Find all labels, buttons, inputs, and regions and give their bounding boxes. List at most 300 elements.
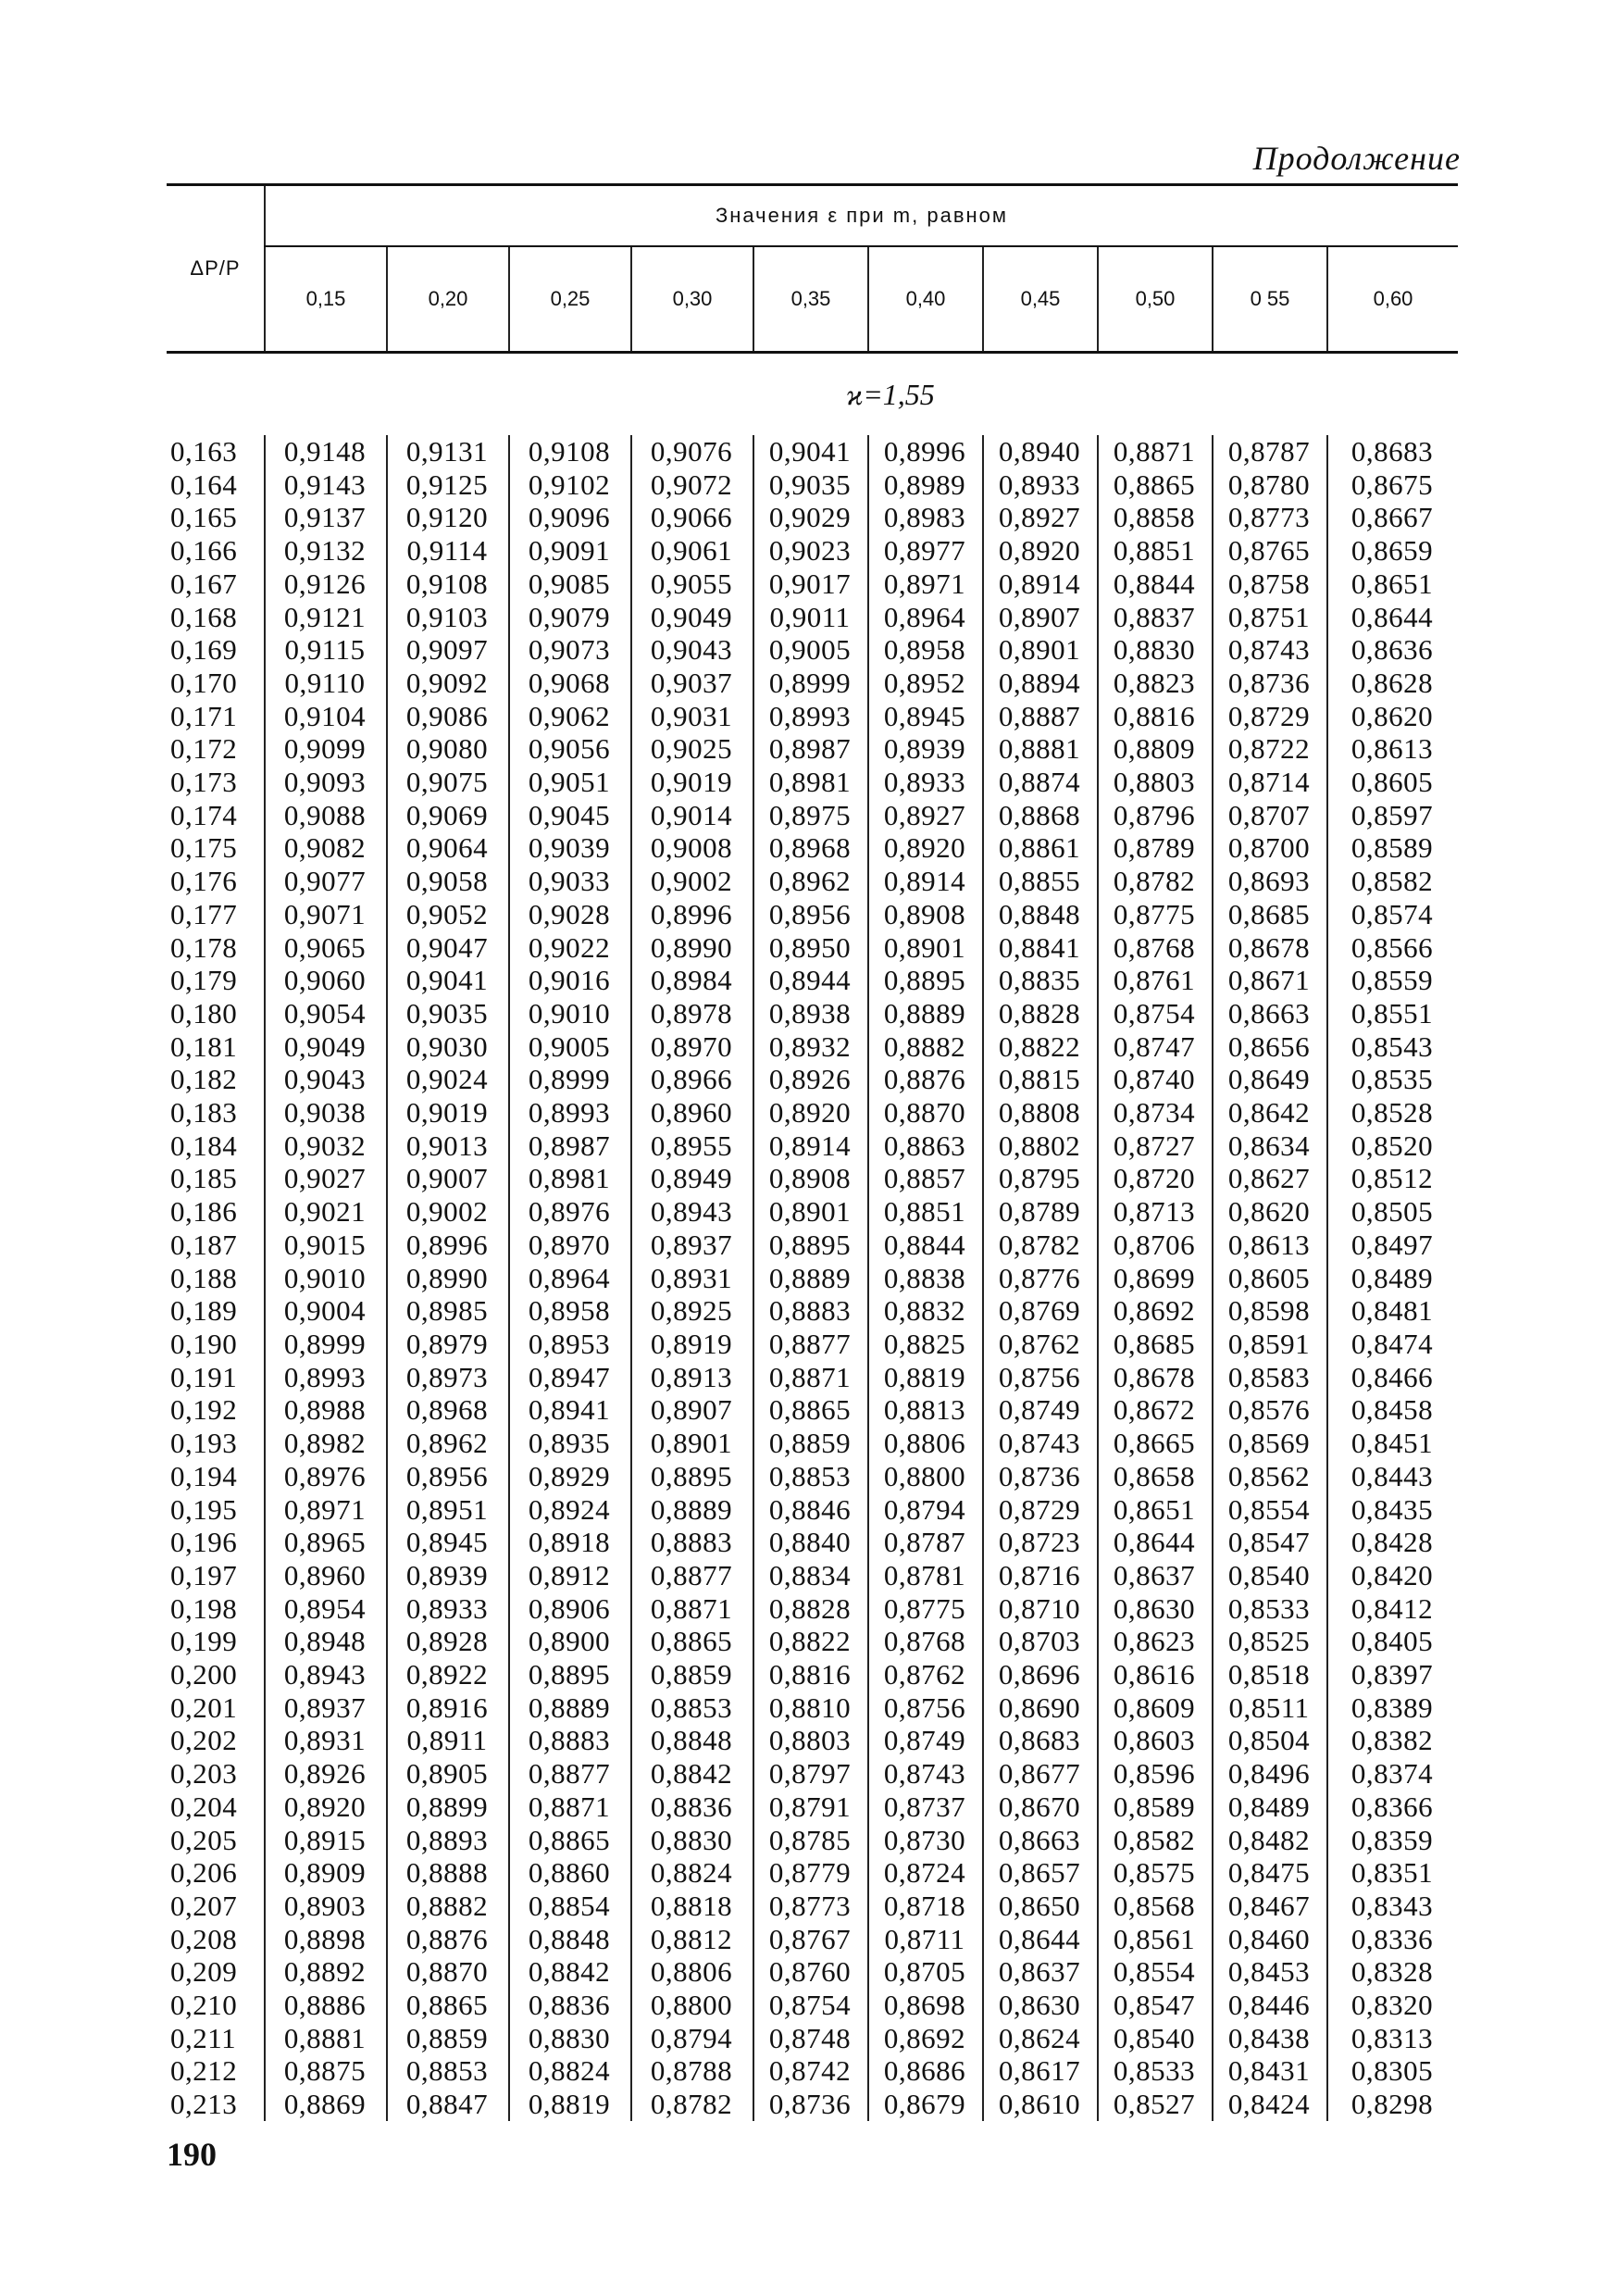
epsilon-cell: 0,9096 [509, 501, 631, 534]
epsilon-cell: 0,8782 [1098, 865, 1213, 898]
epsilon-cell: 0,8359 [1327, 1824, 1458, 1857]
epsilon-cell: 0,8583 [1213, 1361, 1327, 1394]
epsilon-cell: 0,8905 [387, 1757, 509, 1791]
dp-p-cell: 0,211 [170, 2021, 237, 2054]
epsilon-cell: 0,8973 [387, 1361, 509, 1394]
epsilon-cell: 0,8679 [868, 2088, 983, 2121]
dp-p-cell: 0,180 [170, 996, 238, 1029]
epsilon-cell: 0,8438 [1213, 2022, 1327, 2055]
epsilon-cell: 0,8985 [387, 1294, 509, 1328]
epsilon-cell: 0,8605 [1327, 766, 1458, 799]
epsilon-cell: 0,9016 [509, 964, 631, 997]
epsilon-cell: 0,9005 [753, 633, 868, 667]
dp-p-cell: 0,206 [170, 1856, 238, 1890]
dp-p-cell: 0,208 [170, 1922, 238, 1955]
epsilon-cell: 0,8924 [509, 1493, 631, 1527]
table-row [167, 468, 1458, 502]
epsilon-cell: 0,9014 [631, 799, 753, 832]
epsilon-cell: 0,8981 [753, 766, 868, 799]
epsilon-cell: 0,8920 [265, 1791, 387, 1824]
epsilon-cell: 0,8789 [1098, 831, 1213, 865]
epsilon-cell: 0,8851 [1098, 534, 1213, 568]
dp-p-cell: 0,177 [170, 897, 238, 930]
epsilon-cell: 0,9064 [387, 831, 509, 865]
dp-p-cell: 0,173 [170, 766, 238, 799]
dp-p-cell: 0,181 [170, 1029, 238, 1063]
epsilon-cell: 0,9013 [387, 1129, 509, 1163]
epsilon-cell: 0,8837 [1098, 601, 1213, 634]
epsilon-cell: 0,8722 [1213, 732, 1327, 766]
epsilon-cell: 0,8713 [1098, 1195, 1213, 1229]
table-row [167, 1361, 1458, 1394]
epsilon-cell: 0,8848 [631, 1724, 753, 1757]
epsilon-cell: 0,8525 [1213, 1625, 1327, 1658]
dp-p-cell: 0,171 [170, 699, 238, 732]
epsilon-cell: 0,9126 [265, 568, 387, 601]
epsilon-cell: 0,8918 [509, 1526, 631, 1559]
epsilon-cell: 0,8605 [1213, 1262, 1327, 1295]
epsilon-cell: 0,8628 [1327, 667, 1458, 700]
epsilon-cell: 0,8644 [1098, 1526, 1213, 1559]
table-row [167, 2022, 1458, 2055]
table-row [167, 799, 1458, 832]
epsilon-cell: 0,8305 [1327, 2054, 1458, 2088]
epsilon-cell: 0,8877 [509, 1757, 631, 1791]
epsilon-cell: 0,8773 [753, 1890, 868, 1923]
table-row [167, 898, 1458, 931]
epsilon-cell: 0,8853 [387, 2054, 509, 2088]
table-row [167, 601, 1458, 634]
epsilon-cell: 0,9045 [509, 799, 631, 832]
epsilon-cell: 0,8696 [983, 1658, 1098, 1691]
epsilon-cell: 0,8630 [983, 1989, 1098, 2022]
epsilon-cell: 0,8451 [1327, 1427, 1458, 1460]
epsilon-cell: 0,8740 [1098, 1063, 1213, 1096]
table-row [167, 1955, 1458, 1989]
table-row [167, 1989, 1458, 2022]
table-row [167, 2054, 1458, 2088]
epsilon-cell: 0,8838 [868, 1262, 983, 1295]
epsilon-cell: 0,8785 [753, 1824, 868, 1857]
epsilon-cell: 0,8589 [1098, 1791, 1213, 1824]
epsilon-cell: 0,8543 [1327, 1030, 1458, 1064]
epsilon-cell: 0,9131 [387, 435, 509, 468]
epsilon-cell: 0,9066 [631, 501, 753, 534]
epsilon-cell: 0,8816 [1098, 700, 1213, 733]
epsilon-cell: 0,8729 [983, 1493, 1098, 1527]
epsilon-cell: 0,8877 [631, 1559, 753, 1592]
epsilon-cell: 0,8911 [387, 1724, 509, 1757]
epsilon-cell: 0,8756 [983, 1361, 1098, 1394]
epsilon-cell: 0,9120 [387, 501, 509, 534]
epsilon-cell: 0,8912 [509, 1559, 631, 1592]
epsilon-cell: 0,8569 [1213, 1427, 1327, 1460]
epsilon-cell: 0,8328 [1327, 1955, 1458, 1989]
kappa-section-label [167, 353, 1458, 436]
dp-p-cell: 0,183 [170, 1096, 238, 1129]
epsilon-cell: 0,9121 [265, 601, 387, 634]
epsilon-cell: 0,8559 [1327, 964, 1458, 997]
page-number: 190 [167, 2136, 217, 2173]
table-row [167, 435, 1458, 468]
dp-p-cell: 0,184 [170, 1129, 238, 1162]
epsilon-cell: 0,8754 [1098, 997, 1213, 1030]
epsilon-cell: 0,8859 [387, 2022, 509, 2055]
epsilon-cell: 0,8929 [509, 1460, 631, 1493]
epsilon-cell: 0,8405 [1327, 1625, 1458, 1658]
table-row [167, 1393, 1458, 1427]
epsilon-cell: 0,9072 [631, 468, 753, 502]
epsilon-cell: 0,8848 [509, 1923, 631, 1956]
epsilon-cell: 0,8876 [387, 1923, 509, 1956]
dp-p-cell: 0,191 [170, 1360, 238, 1393]
epsilon-cell: 0,9097 [387, 633, 509, 667]
epsilon-cell: 0,9125 [387, 468, 509, 502]
epsilon-cell: 0,8775 [868, 1592, 983, 1626]
epsilon-cell: 0,8382 [1327, 1724, 1458, 1757]
epsilon-cell: 0,8574 [1327, 898, 1458, 931]
epsilon-cell: 0,8816 [753, 1658, 868, 1691]
epsilon-cell: 0,8926 [753, 1063, 868, 1096]
epsilon-cell: 0,8882 [387, 1890, 509, 1923]
column-header: 0,45 [983, 246, 1098, 353]
epsilon-cell: 0,8806 [631, 1955, 753, 1989]
epsilon-cell: 0,9035 [753, 468, 868, 502]
epsilon-cell: 0,8780 [1213, 468, 1327, 502]
epsilon-cell: 0,9079 [509, 601, 631, 634]
epsilon-cell: 0,8663 [983, 1824, 1098, 1857]
dp-p-cell: 0,201 [170, 1691, 238, 1724]
table-row [167, 1195, 1458, 1229]
dp-p-cell: 0,186 [170, 1195, 238, 1229]
dp-p-cell: 0,207 [170, 1889, 238, 1922]
epsilon-cell: 0,8968 [387, 1393, 509, 1427]
epsilon-cell: 0,9114 [387, 534, 509, 568]
table-row [167, 1757, 1458, 1791]
epsilon-cell: 0,8940 [983, 435, 1098, 468]
epsilon-cell: 0,9021 [265, 1195, 387, 1229]
epsilon-cell: 0,8634 [1213, 1129, 1327, 1163]
table-row [167, 1658, 1458, 1691]
epsilon-cell: 0,8540 [1098, 2022, 1213, 2055]
epsilon-cell: 0,8616 [1098, 1658, 1213, 1691]
epsilon-cell: 0,8642 [1213, 1096, 1327, 1129]
table-row [167, 1493, 1458, 1527]
epsilon-cell: 0,9024 [387, 1063, 509, 1096]
epsilon-cell: 0,8809 [1098, 732, 1213, 766]
epsilon-cell: 0,8812 [631, 1923, 753, 1956]
epsilon-cell: 0,8962 [387, 1427, 509, 1460]
epsilon-cell: 0,8909 [265, 1856, 387, 1890]
epsilon-cell: 0,9099 [265, 732, 387, 766]
dp-p-cell: 0,176 [170, 865, 238, 898]
epsilon-cell: 0,9010 [509, 997, 631, 1030]
epsilon-cell: 0,9041 [753, 435, 868, 468]
epsilon-cell: 0,9092 [387, 667, 509, 700]
epsilon-cell: 0,8854 [509, 1890, 631, 1923]
epsilon-cell: 0,8855 [983, 865, 1098, 898]
epsilon-cell: 0,8895 [509, 1658, 631, 1691]
epsilon-cell: 0,9032 [265, 1129, 387, 1163]
dp-p-cell: 0,213 [170, 2088, 238, 2121]
epsilon-cell: 0,9031 [631, 700, 753, 733]
epsilon-cell: 0,8958 [509, 1294, 631, 1328]
epsilon-cell: 0,8651 [1098, 1493, 1213, 1527]
epsilon-cell: 0,8955 [631, 1129, 753, 1163]
epsilon-cell: 0,9103 [387, 601, 509, 634]
epsilon-cell: 0,8828 [983, 997, 1098, 1030]
epsilon-cell: 0,8859 [753, 1427, 868, 1460]
epsilon-cell: 0,8743 [868, 1757, 983, 1791]
table-row [167, 1262, 1458, 1295]
epsilon-cell: 0,8916 [387, 1691, 509, 1725]
table-row [167, 700, 1458, 733]
epsilon-cell: 0,8947 [509, 1361, 631, 1394]
epsilon-cell: 0,9060 [265, 964, 387, 997]
epsilon-cell: 0,8922 [387, 1658, 509, 1691]
epsilon-cell: 0,8895 [868, 964, 983, 997]
table-row [167, 534, 1458, 568]
epsilon-cell: 0,9002 [631, 865, 753, 898]
table-body [167, 435, 1458, 2121]
epsilon-cell: 0,8794 [631, 2022, 753, 2055]
epsilon-cell: 0,8800 [631, 1989, 753, 2022]
epsilon-cell: 0,8313 [1327, 2022, 1458, 2055]
dp-p-cell: 0,170 [170, 666, 238, 699]
epsilon-cell: 0,8937 [265, 1691, 387, 1725]
epsilon-cell: 0,8842 [631, 1757, 753, 1791]
epsilon-cell: 0,9004 [265, 1294, 387, 1328]
epsilon-cell: 0,8683 [1327, 435, 1458, 468]
epsilon-cell: 0,8703 [983, 1625, 1098, 1658]
table-row [167, 1162, 1458, 1195]
epsilon-cell: 0,8858 [1098, 501, 1213, 534]
epsilon-cell: 0,8343 [1327, 1890, 1458, 1923]
epsilon-cell: 0,8990 [631, 931, 753, 965]
epsilon-cell: 0,8983 [868, 501, 983, 534]
epsilon-cell: 0,8810 [753, 1691, 868, 1725]
epsilon-cell: 0,9008 [631, 831, 753, 865]
epsilon-cell: 0,8736 [983, 1460, 1098, 1493]
epsilon-cell: 0,8914 [753, 1129, 868, 1163]
epsilon-cell: 0,9035 [387, 997, 509, 1030]
epsilon-cell: 0,9052 [387, 898, 509, 931]
epsilon-cell: 0,8887 [983, 700, 1098, 733]
epsilon-cell: 0,8939 [387, 1559, 509, 1592]
epsilon-cell: 0,8938 [753, 997, 868, 1030]
dp-p-cell: 0,187 [170, 1228, 238, 1261]
table-row [167, 1096, 1458, 1129]
epsilon-cell: 0,8609 [1098, 1691, 1213, 1725]
kappa-value: ϰ=1,55 [846, 377, 935, 411]
epsilon-cell: 0,8907 [983, 601, 1098, 634]
epsilon-cell: 0,8943 [265, 1658, 387, 1691]
epsilon-cell: 0,8692 [1098, 1294, 1213, 1328]
table-row [167, 1526, 1458, 1559]
epsilon-cell: 0,8871 [509, 1791, 631, 1824]
epsilon-cell: 0,9023 [753, 534, 868, 568]
epsilon-cell: 0,8948 [265, 1625, 387, 1658]
epsilon-cell: 0,8830 [631, 1824, 753, 1857]
epsilon-cell: 0,8802 [983, 1129, 1098, 1163]
epsilon-cell: 0,9073 [509, 633, 631, 667]
epsilon-cell: 0,9054 [265, 997, 387, 1030]
epsilon-cell: 0,8576 [1213, 1393, 1327, 1427]
epsilon-cell: 0,8700 [1213, 831, 1327, 865]
epsilon-cell: 0,8824 [509, 2054, 631, 2088]
epsilon-cell: 0,8861 [983, 831, 1098, 865]
table-row [167, 2088, 1458, 2121]
dp-p-cell: 0,169 [170, 633, 238, 667]
table-row [167, 1923, 1458, 1956]
epsilon-cell: 0,8547 [1098, 1989, 1213, 2022]
epsilon-cell: 0,8819 [509, 2088, 631, 2121]
epsilon-cell: 0,9039 [509, 831, 631, 865]
epsilon-cell: 0,8497 [1327, 1229, 1458, 1262]
epsilon-cell: 0,8527 [1098, 2088, 1213, 2121]
epsilon-cell: 0,8561 [1098, 1923, 1213, 1956]
epsilon-cell: 0,8736 [753, 2088, 868, 2121]
dp-p-cell: 0,167 [170, 567, 238, 600]
table-row [167, 1427, 1458, 1460]
epsilon-cell: 0,8650 [983, 1890, 1098, 1923]
epsilon-cell: 0,8767 [753, 1923, 868, 1956]
epsilon-cell: 0,8366 [1327, 1791, 1458, 1824]
dp-p-cell: 0,188 [170, 1261, 238, 1294]
epsilon-cell: 0,8671 [1213, 964, 1327, 997]
epsilon-cell: 0,8528 [1327, 1096, 1458, 1129]
dp-p-cell: 0,209 [170, 1955, 238, 1989]
epsilon-cell: 0,9027 [265, 1162, 387, 1195]
epsilon-cell: 0,8996 [868, 435, 983, 468]
epsilon-cell: 0,9043 [265, 1063, 387, 1096]
epsilon-cell: 0,8900 [509, 1625, 631, 1658]
epsilon-cell: 0,8894 [983, 667, 1098, 700]
epsilon-cell: 0,8520 [1327, 1129, 1458, 1163]
dp-p-cell: 0,163 [170, 435, 238, 468]
epsilon-cell: 0,8603 [1098, 1724, 1213, 1757]
epsilon-cell: 0,8796 [1098, 799, 1213, 832]
epsilon-cell: 0,8932 [753, 1030, 868, 1064]
epsilon-cell: 0,8575 [1098, 1856, 1213, 1890]
epsilon-cell: 0,8797 [753, 1757, 868, 1791]
epsilon-cell: 0,8782 [631, 2088, 753, 2121]
epsilon-cell: 0,8999 [265, 1328, 387, 1361]
epsilon-cell: 0,9028 [509, 898, 631, 931]
epsilon-cell: 0,8847 [387, 2088, 509, 2121]
dp-p-cell: 0,174 [170, 798, 238, 831]
epsilon-cell: 0,9022 [509, 931, 631, 965]
epsilon-cell: 0,8844 [868, 1229, 983, 1262]
epsilon-cell: 0,8870 [387, 1955, 509, 1989]
epsilon-cell: 0,9033 [509, 865, 631, 898]
epsilon-cell: 0,8723 [983, 1526, 1098, 1559]
epsilon-cell: 0,8775 [1098, 898, 1213, 931]
table-row [167, 1559, 1458, 1592]
dp-p-cell: 0,175 [170, 831, 238, 865]
epsilon-cell: 0,8895 [631, 1460, 753, 1493]
table-row [167, 1030, 1458, 1064]
epsilon-cell: 0,8881 [265, 2022, 387, 2055]
dp-p-cell: 0,197 [170, 1558, 238, 1591]
epsilon-cell: 0,8734 [1098, 1096, 1213, 1129]
epsilon-cell: 0,8782 [983, 1229, 1098, 1262]
epsilon-cell: 0,8892 [265, 1955, 387, 1989]
epsilon-cell: 0,8895 [753, 1229, 868, 1262]
epsilon-cell: 0,8956 [387, 1460, 509, 1493]
table-row [167, 1592, 1458, 1626]
epsilon-cell: 0,8844 [1098, 568, 1213, 601]
epsilon-cell: 0,8710 [983, 1592, 1098, 1626]
epsilon-cell: 0,8915 [265, 1824, 387, 1857]
epsilon-cell: 0,8657 [983, 1856, 1098, 1890]
epsilon-cell: 0,9049 [631, 601, 753, 634]
epsilon-cell: 0,9056 [509, 732, 631, 766]
dp-p-cell: 0,204 [170, 1790, 238, 1823]
epsilon-cell: 0,8958 [868, 633, 983, 667]
epsilon-cell: 0,8672 [1098, 1393, 1213, 1427]
epsilon-cell: 0,8893 [387, 1824, 509, 1857]
epsilon-cell: 0,9061 [631, 534, 753, 568]
epsilon-cell: 0,9019 [631, 766, 753, 799]
epsilon-cell: 0,8953 [509, 1328, 631, 1361]
continuation-label: Продолжение [1252, 140, 1461, 177]
table-row [167, 1294, 1458, 1328]
epsilon-cell: 0,8966 [631, 1063, 753, 1096]
epsilon-cell: 0,8964 [868, 601, 983, 634]
epsilon-cell: 0,8776 [983, 1262, 1098, 1295]
epsilon-cell: 0,8931 [631, 1262, 753, 1295]
epsilon-cell: 0,8729 [1213, 700, 1327, 733]
epsilon-cell: 0,8914 [983, 568, 1098, 601]
epsilon-cell: 0,8769 [983, 1294, 1098, 1328]
epsilon-cell: 0,8765 [1213, 534, 1327, 568]
epsilon-cell: 0,9002 [387, 1195, 509, 1229]
epsilon-cell: 0,8927 [983, 501, 1098, 534]
epsilon-cell: 0,9047 [387, 931, 509, 965]
epsilon-cell: 0,9108 [509, 435, 631, 468]
epsilon-cell: 0,8773 [1213, 501, 1327, 534]
epsilon-cell: 0,8412 [1327, 1592, 1458, 1626]
epsilon-cell: 0,8554 [1098, 1955, 1213, 1989]
dp-p-cell: 0,166 [170, 534, 238, 568]
epsilon-cell: 0,8840 [753, 1526, 868, 1559]
epsilon-cell: 0,8511 [1213, 1691, 1327, 1725]
epsilon-cell: 0,8748 [753, 2022, 868, 2055]
epsilon-cell: 0,8803 [753, 1724, 868, 1757]
epsilon-cell: 0,9037 [631, 667, 753, 700]
epsilon-cell: 0,8659 [1327, 534, 1458, 568]
epsilon-cell: 0,8944 [753, 964, 868, 997]
epsilon-cell: 0,8443 [1327, 1460, 1458, 1493]
epsilon-cell: 0,8724 [868, 1856, 983, 1890]
epsilon-cell: 0,8711 [868, 1923, 983, 1956]
epsilon-cell: 0,8865 [631, 1625, 753, 1658]
epsilon-cell: 0,8951 [387, 1493, 509, 1527]
epsilon-cell: 0,8720 [1098, 1162, 1213, 1195]
epsilon-cell: 0,8956 [753, 898, 868, 931]
epsilon-cell: 0,8815 [983, 1063, 1098, 1096]
epsilon-cell: 0,8945 [868, 700, 983, 733]
epsilon-cell: 0,8787 [1213, 435, 1327, 468]
epsilon-cell: 0,8889 [868, 997, 983, 1030]
group-header: Значения ε при m, равном [265, 185, 1458, 247]
epsilon-cell: 0,8865 [387, 1989, 509, 2022]
epsilon-cell: 0,8865 [1098, 468, 1213, 502]
epsilon-cell: 0,8871 [631, 1592, 753, 1626]
table-row [167, 831, 1458, 865]
epsilon-cell: 0,8999 [509, 1063, 631, 1096]
